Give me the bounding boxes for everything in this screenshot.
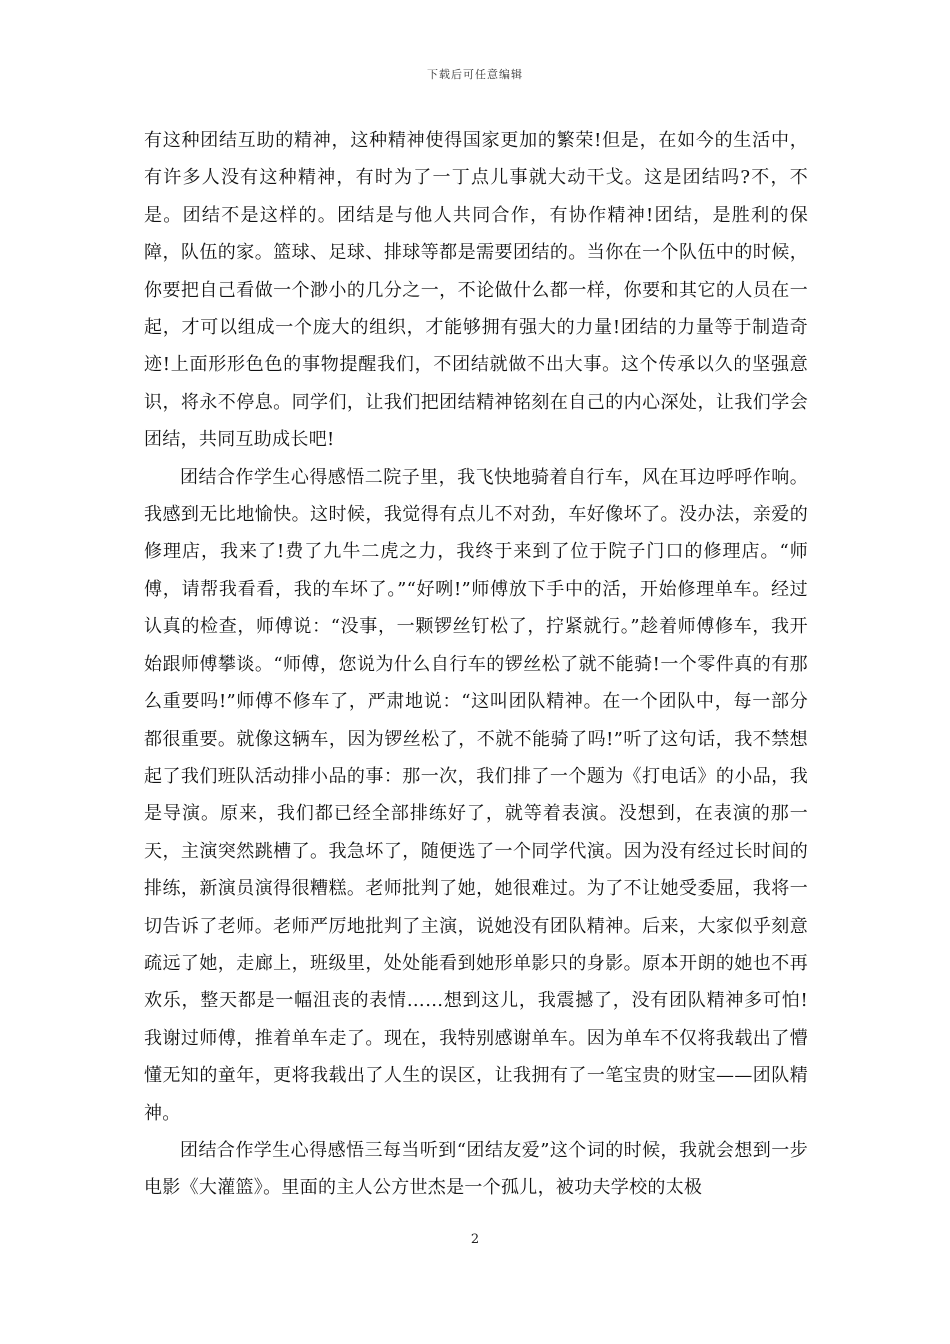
document-body <box>144 122 808 1207</box>
page-header: 下载后可任意编辑 <box>427 68 523 81</box>
paragraph-2: 团结合作学生心得感悟二院子里，我飞快地骑着自行车，风在耳边呼呼作响。我感到无比地愉快。这时候，我觉得有点儿不对劲，车好像坏了。没办法，亲爱的修理店，我来了!费了九牛二虎之力，我终于来到了位于院子门口的修理店。“师傅，请帮我看看，我的车坏了。”“好咧!”师傅放下手中的活，开始修理单车。经过认真的检查，师傅说：“没事，一颗锣丝钉松了，拧紧就行。”趁着师傅修车，我开始跟师傅攀谈。“师傅，您说为什么自行车的锣丝松了就不能骑!一个零件真的有那么重要吗!”师傅不修车了，严肃地说：“这叫团队精神。在一个团队中，每一部分都很重要。就像这辆车，因为锣丝松了，不就不能骑了吗!”听了这句话，我不禁想起了我们班队活动排小品的事：那一次，我们排了一个题为《打电话》的小品，我是导演。原来，我们都已经全部排练好了，就等着表演。没想到，在表演的那一天，主演突然跳槽了。我急坏了，随便选了一个同学代演。因为没有经过长时间的排练，新演员演得很糟糕。老师批判了她，她很难过。为了不让她受委屈，我将一切告诉了老师。老师严厉地批判了主演，说她没有团队精神。后来，大家似乎刻意疏远了她，走廊上，班级里，处处能看到她形单影只的身影。原本开朗的她也不再欢乐，整天都是一幅沮丧的表情……想到这儿，我震撼了，没有团队精神多可怕!我谢过师傅，推着单车走了。现在，我特别感谢单车。因为单车不仅将我载出了懵懂无知的童年，更将我载出了人生的误区，让我拥有了一笔宝贵的财宝——团队精神。 <box>144 466 808 1124</box>
paragraph-3: 团结合作学生心得感悟三每当听到“团结友爱”这个词的时候，我就会想到一步电影《大灌篮》。里面的主人公方世杰是一个孤儿，被功夫学校的太极 <box>144 1139 808 1199</box>
paragraph-1: 有这种团结互助的精神，这种精神使得国家更加的繁荣!但是，在如今的生活中，有许多人没有这种精神，有时为了一丁点儿事就大动干戈。这是团结吗?不，不是。团结不是这样的。团结是与他人共同合作，有协作精神!团结，是胜利的保障，队伍的家。篮球、足球、排球等都是需要团结的。当你在一个队伍中的时候，你要把自己看做一个渺小的几分之一，不论做什么都一样，你要和其它的人员在一起，才可以组成一个庞大的组织，才能够拥有强大的力量!团结的力量等于制造奇迹!上面形形色色的事物提醒我们，不团结就做不出大事。这个传承以久的坚强意识，将永不停息。同学们，让我们把团结精神铭刻在自己的内心深处，让我们学会团结，共同互助成长吧! <box>144 130 808 451</box>
page-number: 2 <box>470 1232 480 1247</box>
